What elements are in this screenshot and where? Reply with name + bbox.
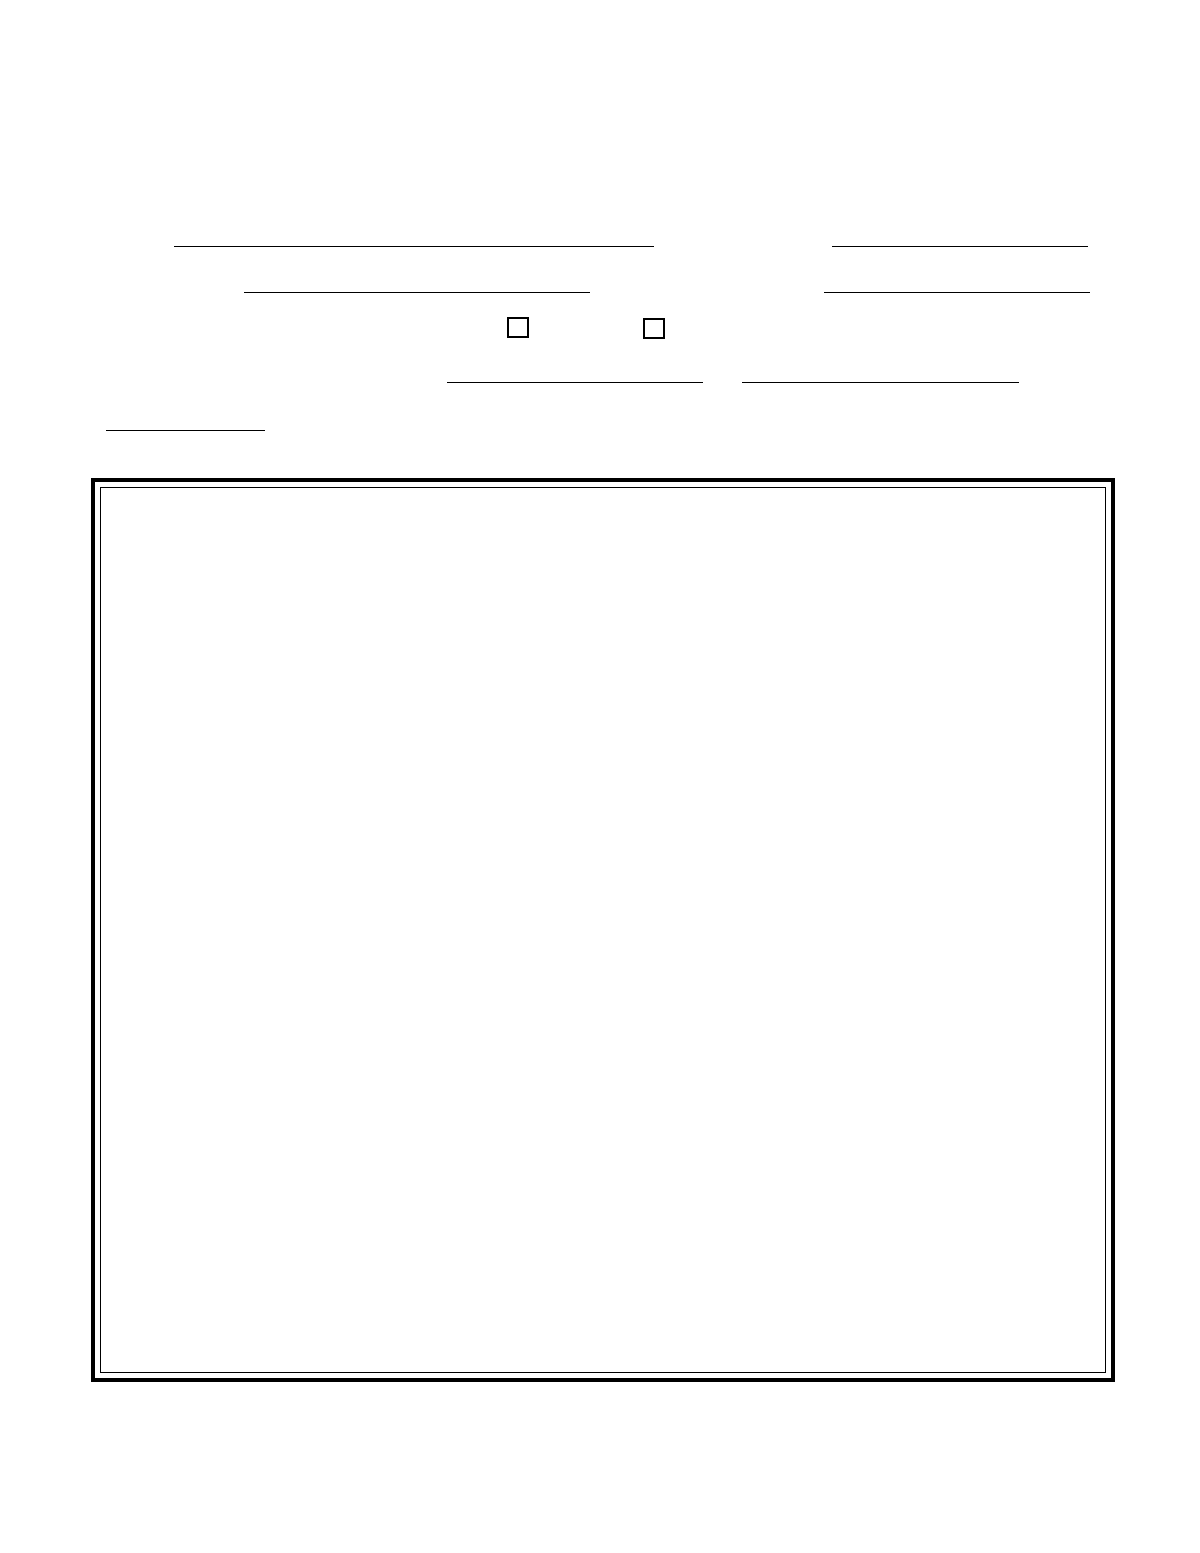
- rating-table-inner: [100, 487, 1106, 1373]
- employee-id-line: [832, 246, 1088, 247]
- department-line: [244, 292, 590, 293]
- to-line: [742, 382, 1019, 383]
- return-note-line1: [106, 412, 265, 435]
- special-checkbox[interactable]: [643, 318, 665, 339]
- name-line: [174, 246, 654, 247]
- anniversary-checkbox[interactable]: [507, 317, 529, 338]
- classification-line: [824, 292, 1090, 293]
- rating-table: [91, 478, 1115, 1382]
- from-line: [447, 382, 703, 383]
- return-date-line: [106, 412, 265, 431]
